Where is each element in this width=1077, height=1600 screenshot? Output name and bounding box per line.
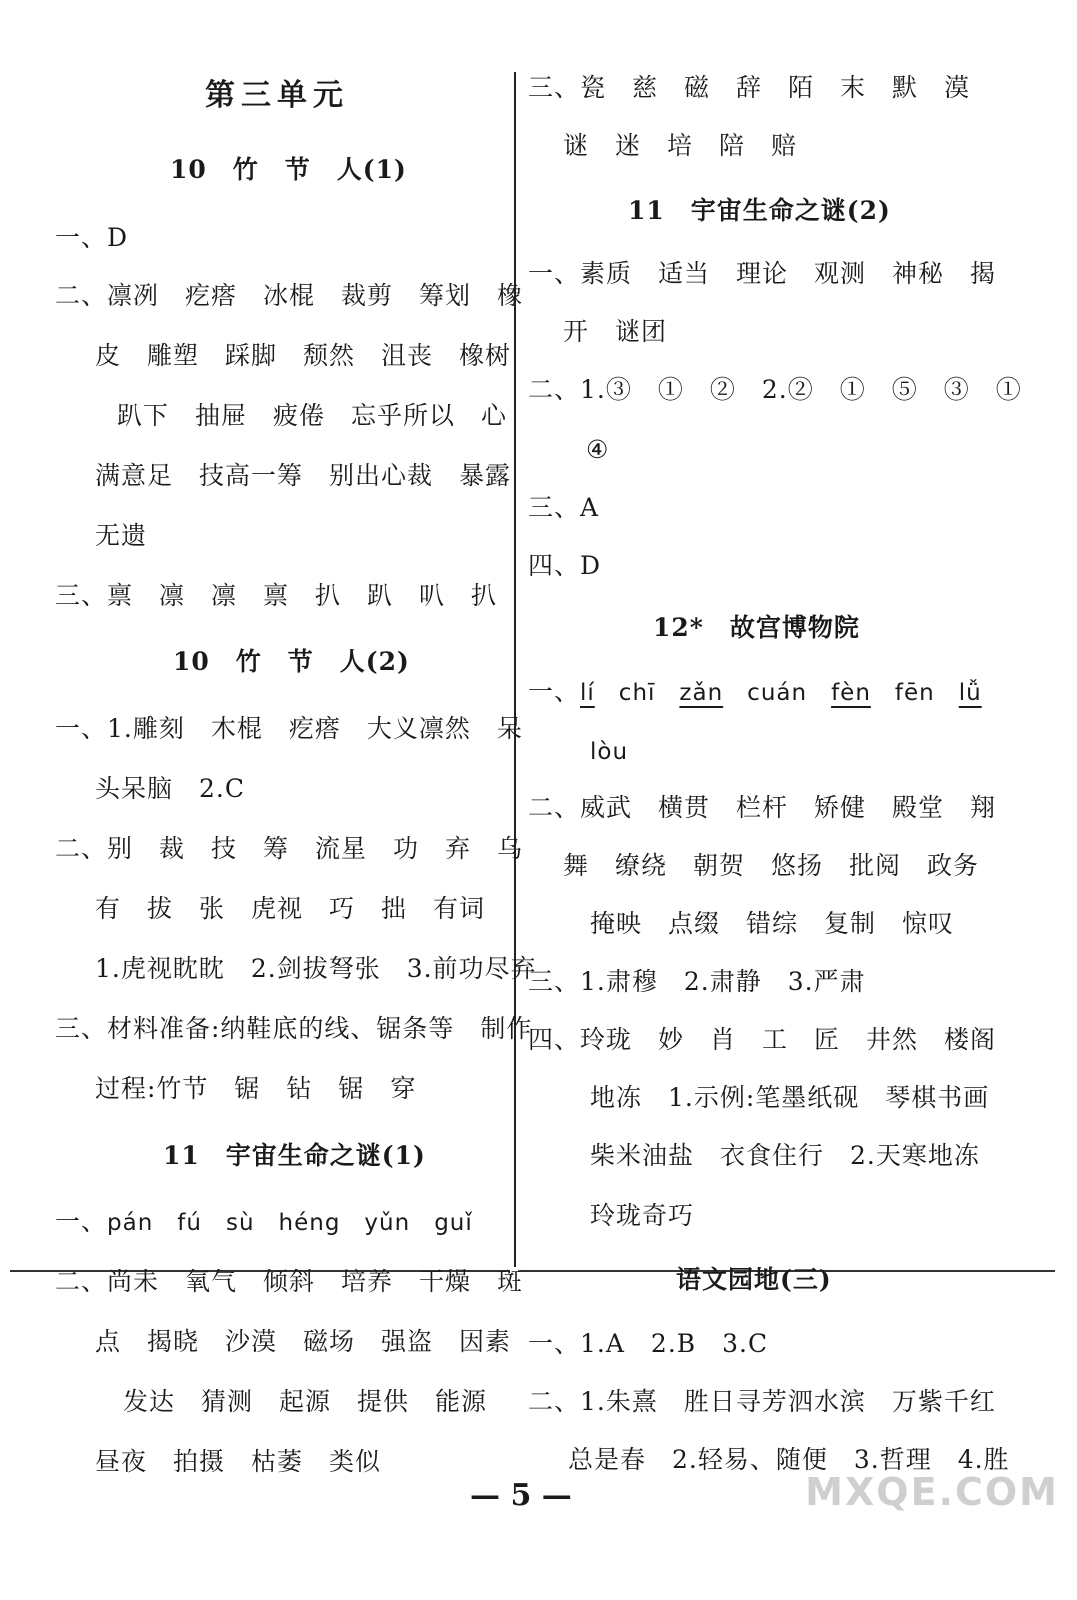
answer-line: 二、别 裁 技 筹 流星 功 弃 乌 (55, 834, 524, 863)
answer-line: 二、凛冽 疙瘩 冰棍 裁剪 筹划 橡 (55, 281, 524, 310)
section-title-yuwen-yuandi: 语文园地(三) (676, 1265, 832, 1294)
answer-line-pinyin (528, 676, 982, 709)
answer-line-pinyin (55, 1206, 473, 1239)
pinyin-answer: cuán (747, 680, 808, 706)
answer-line: 点 揭晓 沙漠 磁场 强盗 因素 (95, 1327, 512, 1356)
answer-line: 二、1.朱熹 胜日寻芳泗水滨 万紫千红 (528, 1387, 996, 1416)
pinyin-answer: lǚ (958, 680, 982, 706)
answer-line: 趴下 抽屉 疲倦 忘乎所以 心 (117, 401, 508, 430)
answer-line: 玲珑奇巧 (590, 1201, 695, 1230)
answer-line: 谜 迷 培 陪 赔 (563, 131, 798, 160)
answer-line: 头呆脑 2.C (95, 774, 245, 803)
section-title-10-2: 10 竹 节 人(2) (173, 647, 410, 676)
answer-line: 三、1.肃穆 2.肃静 3.严肃 (528, 967, 866, 996)
pinyin-answers: pán fú sù héng yǔn guǐ (107, 1210, 473, 1236)
answer-line: 开 谜团 (563, 317, 668, 346)
answer-line: 1.虎视眈眈 2.剑拔弩张 3.前功尽弃 (95, 954, 537, 983)
answer-line: 一、1.A 2.B 3.C (528, 1329, 769, 1358)
answer-line: 三、禀 凛 凛 禀 扒 趴 叭 扒 (55, 581, 498, 610)
answer-line: 三、A (528, 493, 600, 522)
answer-line: 无遗 (95, 521, 148, 550)
answer-line: 皮 雕塑 踩脚 颓然 沮丧 橡树 (95, 341, 512, 370)
unit-title: 第三单元 (205, 78, 349, 113)
answer-line: 二、威武 横贯 栏杆 矫健 殿堂 翔 (528, 793, 997, 822)
column-divider (514, 72, 516, 1267)
answer-line: 舞 缭绕 朝贺 悠扬 批阅 政务 (563, 851, 980, 880)
pinyin-answer: fēn (894, 680, 935, 706)
section-title-11-2: 11 宇宙生命之谜(2) (628, 196, 891, 225)
section-title-10-1: 10 竹 节 人(1) (170, 155, 407, 184)
answer-line: 三、材料准备:纳鞋底的线、锯条等 制作 (55, 1014, 533, 1043)
section-title-11-1: 11 宇宙生命之谜(1) (163, 1141, 426, 1170)
pinyin-answer: chī (618, 680, 656, 706)
answer-line: 满意足 技高一筹 别出心裁 暴露 (95, 461, 512, 490)
page-number: — 5 — (470, 1478, 572, 1513)
answer-line: 四、玲珑 妙 肖 工 匠 井然 楼阁 (528, 1025, 997, 1054)
answer-line: 二、尚未 氧气 倾斜 培养 干燥 斑 (55, 1267, 524, 1296)
question-number: 一、 (528, 677, 581, 706)
pinyin-answer: zǎn (679, 680, 724, 706)
section-title-12: 12* 故宫博物院 (653, 613, 860, 642)
answer-line: 发达 猜测 起源 提供 能源 (123, 1387, 488, 1416)
answer-line: 一、D (55, 223, 129, 252)
watermark-logo: MXQE.COM (805, 1470, 1059, 1514)
answer-line: 总是春 2.轻易、随便 3.哲理 4.胜 (568, 1445, 1010, 1474)
answer-line: 掩映 点缀 错综 复制 惊叹 (590, 909, 955, 938)
answer-line: 柴米油盐 衣食住行 2.天寒地冻 (590, 1141, 980, 1170)
answer-line: 四、D (528, 551, 602, 580)
answer-line: 三、瓷 慈 磁 辞 陌 末 默 漠 (528, 73, 971, 102)
answer-line: 昼夜 拍摄 枯萎 类似 (95, 1447, 382, 1476)
answer-line: 有 拔 张 虎视 巧 拙 有词 (95, 894, 486, 923)
answer-line: 一、素质 适当 理论 观测 神秘 揭 (528, 259, 997, 288)
pinyin-answer: fèn (831, 680, 871, 706)
answer-line: 一、1.雕刻 木棍 疙瘩 大义凛然 呆 (55, 714, 523, 743)
answer-line: 地冻 1.示例:笔墨纸砚 琴棋书画 (590, 1083, 990, 1112)
answer-line: 二、1.③ ① ② 2.② ① ⑤ ③ ① (528, 375, 1022, 404)
pinyin-answer: lòu (590, 739, 629, 765)
question-number: 一、 (55, 1207, 108, 1236)
answer-line: ④ (586, 435, 610, 464)
pinyin-answer: lí (580, 680, 595, 706)
answer-line: 过程:竹节 锯 钻 锯 穿 (95, 1074, 417, 1103)
